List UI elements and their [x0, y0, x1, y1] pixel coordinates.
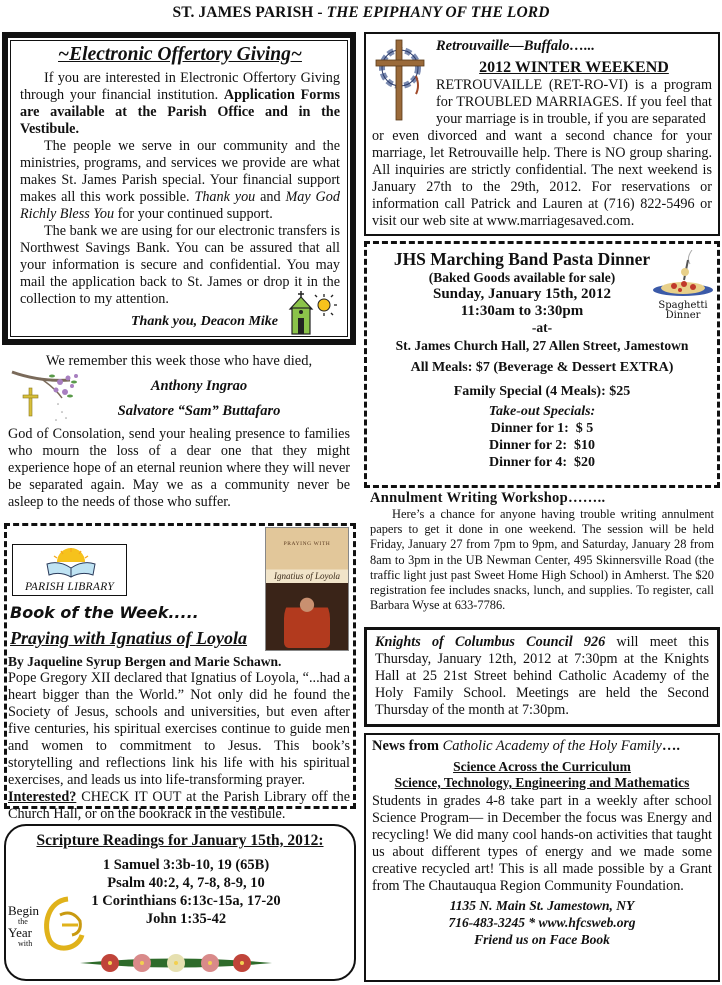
- pasta-dinner-time: 11:30am to 3:30pm: [460, 303, 584, 319]
- memorial-lead: We remember this week those who have died,: [45, 353, 313, 369]
- takeout-item: [373, 420, 711, 437]
- knights-body: will meet this Thursday, January 12th, 2012 at 7:30pm at the Knights Hall at 25 21st Street behind Catholic Academy of the Holy Family School. Meetings are held the Second Thursday of the month at 7:30pm.: [375, 634, 709, 718]
- academy-contact[interactable]: 716-483-3245 * www.hfcsweb.org: [448, 915, 636, 930]
- retrouvaille-body: or even divorced and want a second chance for your marriage, let Retrouvaille help. There is NO group sharing. All inquiries are strictly confidential. The next weekend is January 27th to the 29th, 2012. For reservations or information call Patrick and Lauren at (716) 822-5496 or visit our web site at www.marriagesaved.com.: [372, 128, 712, 229]
- academy-subhead-2: Science, Technology, Engineering and Mathematics: [394, 775, 690, 790]
- annulment-body: Here’s a chance for anyone having trouble writing annulment papers to get it done in one weekend. The session will be held Friday, January 27 from 7pm to 9pm, and Saturday, January 28 from 8am to 3pm in the UB Newman Center, 495 Skinnersville Road (the traffic light just past Sweet Home High School) in Amherst. The $20 registration fee includes snacks, lunch, and supplies. To register, call Barbara Wyse at 633-7786.: [370, 507, 714, 613]
- saint-portrait: [284, 594, 330, 648]
- retrouvaille-subhead: 2012 WINTER WEEKEND: [479, 59, 669, 76]
- spaghetti-logo-caption: [652, 301, 714, 321]
- caption-line: Dinner: [665, 310, 701, 321]
- annulment-title: Annulment Writing Workshop……..: [370, 490, 606, 506]
- cta-text: CHECK IT OUT at the Parish Library off the Church Hall, or on the bookrack in the vestibule.: [8, 789, 350, 822]
- pasta-dinner-title: JHS Marching Band Pasta Dinner: [393, 249, 651, 269]
- takeout-item: [373, 437, 711, 454]
- takeout-label: Dinner for 2:: [488, 438, 568, 453]
- academy-heading: [372, 738, 712, 755]
- readings-list: [86, 856, 286, 928]
- offertory-and: and: [255, 189, 286, 205]
- parish-name: ST. JAMES PARISH -: [172, 4, 327, 21]
- spaghetti-dinner-logo: [652, 250, 714, 330]
- academy-heading-suffix: ….: [661, 738, 680, 754]
- academy-subhead-1: Science Across the Curriculum: [453, 759, 631, 774]
- reading-item: 1 Corinthians 6:13c-15a, 17-20: [91, 893, 281, 909]
- memorial-name: Salvatore “Sam” Buttafaro: [117, 403, 281, 419]
- logo-word: Begin: [8, 903, 40, 918]
- memorial-section: [2, 351, 356, 516]
- book-authors: By Jaqueline Syrup Bergen and Marie Schawn.: [8, 654, 282, 669]
- offertory-p2-end: for your continued support.: [114, 206, 273, 222]
- memorial-name: Anthony Ingrao: [150, 378, 248, 394]
- academy-social: Friend us on Face Book: [474, 932, 610, 947]
- offertory-paragraph-1: [20, 70, 340, 138]
- god-swirl-icon: [38, 895, 90, 953]
- spaghetti-plate-icon: [652, 250, 714, 300]
- academy-heading-prefix: News from: [372, 738, 443, 754]
- reading-item: John 1:35-42: [145, 911, 227, 927]
- book-cover-line2: Ignatius of Loyola: [273, 571, 340, 581]
- takeout-label: Dinner for 4:: [488, 455, 568, 470]
- poinsettia-garland-icon: [80, 952, 272, 974]
- reading-item: Psalm 40:2, 4, 7-8, 8-9, 10: [107, 875, 265, 891]
- knights-of-columbus-box: [364, 627, 720, 727]
- annulment-workshop-section: [364, 490, 720, 620]
- knights-name: Knights of Columbus Council 926: [375, 634, 606, 650]
- offertory-p2-text: The people we serve in our community and the ministries, programs, and services we provide are what makes St. James Parish special. Your financial support makes all this work possible.: [20, 138, 340, 205]
- offertory-signature: Thank you, Deacon Mike: [131, 314, 278, 329]
- memorial-prayer: God of Consolation, send your healing presence to families who mourn the loss of a dear one that they might experience hope of an eternal reunion where they will never be separated again. May we as a community never be asleep to the needs of those who suffer.: [8, 426, 350, 510]
- retrouvaille-kicker: Retrouvaille—Buffalo…...: [436, 38, 595, 54]
- offertory-forms-note: Application Forms are available at the Parish Office and in the Vestibule.: [20, 87, 340, 137]
- offertory-box: [2, 32, 356, 345]
- takeout-price: $20: [574, 455, 596, 470]
- offertory-blessing: May God Richly Bless You: [20, 189, 340, 222]
- reading-item: 1 Samuel 3:3b-10, 19 (65B): [102, 857, 270, 873]
- open-book-sunrise-icon: [43, 548, 99, 578]
- book-description: Pope Gregory XII declared that Ignatius of Loyola, “...had a heart bigger than the World.” Not only did he found the Society of Jesus, schools and universities, but even after five centuries, his spiritual exercises continue to guide men and women to commitment to Jesus. This book’s storytelling and reflections link his life with his spiritual exercises, and leads us into life-transforming prayer.: [8, 670, 350, 788]
- family-special-price: Family Special (4 Meals): $25: [453, 384, 631, 399]
- offertory-title: ~Electronic Offertory Giving~: [58, 44, 302, 65]
- academy-body: Students in grades 4-8 take part in a weekly after school Science Program— in December the focus was Energy and recycling! We did many cool hands-on activities that taught us about different types of energy and we made some creative recycled art! This is all made possible by a Grant from The Chautauqua Region Community Foundation.: [372, 793, 712, 894]
- caption-line: Spaghetti: [658, 300, 708, 311]
- all-meals-price: All Meals: $7 (Beverage & Dessert EXTRA): [410, 360, 674, 375]
- takeout-heading: Take-out Specials:: [488, 404, 596, 419]
- book-of-the-week-heading: Book of the Week.....: [10, 603, 199, 622]
- takeout-price: $10: [574, 438, 596, 453]
- logo-word: Year: [8, 925, 32, 940]
- offertory-thanks: Thank you: [194, 189, 256, 205]
- begin-logo-text: [8, 905, 39, 949]
- takeout-label: Dinner for 1:: [490, 421, 569, 436]
- book-cover-image: [265, 527, 349, 651]
- begin-year-with-god-logo: [8, 895, 94, 953]
- logo-word: the: [18, 917, 28, 926]
- book-title: Praying with Ignatius of Loyola: [10, 628, 248, 648]
- parish-library-logo: [12, 544, 127, 596]
- library-body: [8, 653, 350, 823]
- masthead: [0, 4, 722, 22]
- book-cover-line1: PRAYING WITH: [283, 541, 331, 547]
- offertory-p1-text: If you are interested in Electronic Offertory Giving through your financial institution.: [20, 70, 340, 103]
- interested-label: Interested?: [8, 789, 77, 805]
- church-with-sun-icon: [288, 291, 340, 335]
- academy-name: Catholic Academy of the Holy Family: [442, 738, 662, 754]
- pasta-dinner-location: St. James Church Hall, 27 Allen Street, Jamestown: [395, 338, 689, 353]
- library-cta: [8, 789, 350, 823]
- baked-goods-note: (Baked Goods available for sale): [428, 270, 616, 285]
- pasta-dinner-date: Sunday, January 15th, 2012: [433, 286, 611, 302]
- cross-with-wreath-icon: [372, 38, 428, 122]
- takeout-price: $ 5: [575, 421, 594, 436]
- academy-news-box: [364, 733, 720, 982]
- retrouvaille-body-wrap: RETROUVAILLE (RET-RO-VI) is a program for TROUBLED MARRIAGES. If you feel that your marriage is in trouble, if you are separated: [436, 77, 712, 127]
- academy-address: 1135 N. Main St. Jamestown, NY: [449, 898, 635, 913]
- logo-word: with: [18, 939, 33, 948]
- pasta-dinner-at: -at-: [531, 320, 553, 335]
- scripture-title: Scripture Readings for January 15th, 2012:: [36, 832, 324, 849]
- parish-library-label: PARISH LIBRARY: [24, 581, 115, 593]
- takeout-item: [373, 454, 711, 471]
- offertory-paragraph-2: [20, 138, 340, 223]
- offertory-paragraph-3: The bank we are using for our electronic transfers is Northwest Savings Bank. You can be assured that all your information is secure and confidential. You may mail the application back to St. James or drop it in the collection to my attention.: [20, 223, 340, 307]
- feast-title: THE EPIPHANY OF THE LORD: [326, 4, 550, 21]
- knights-text: [375, 634, 709, 719]
